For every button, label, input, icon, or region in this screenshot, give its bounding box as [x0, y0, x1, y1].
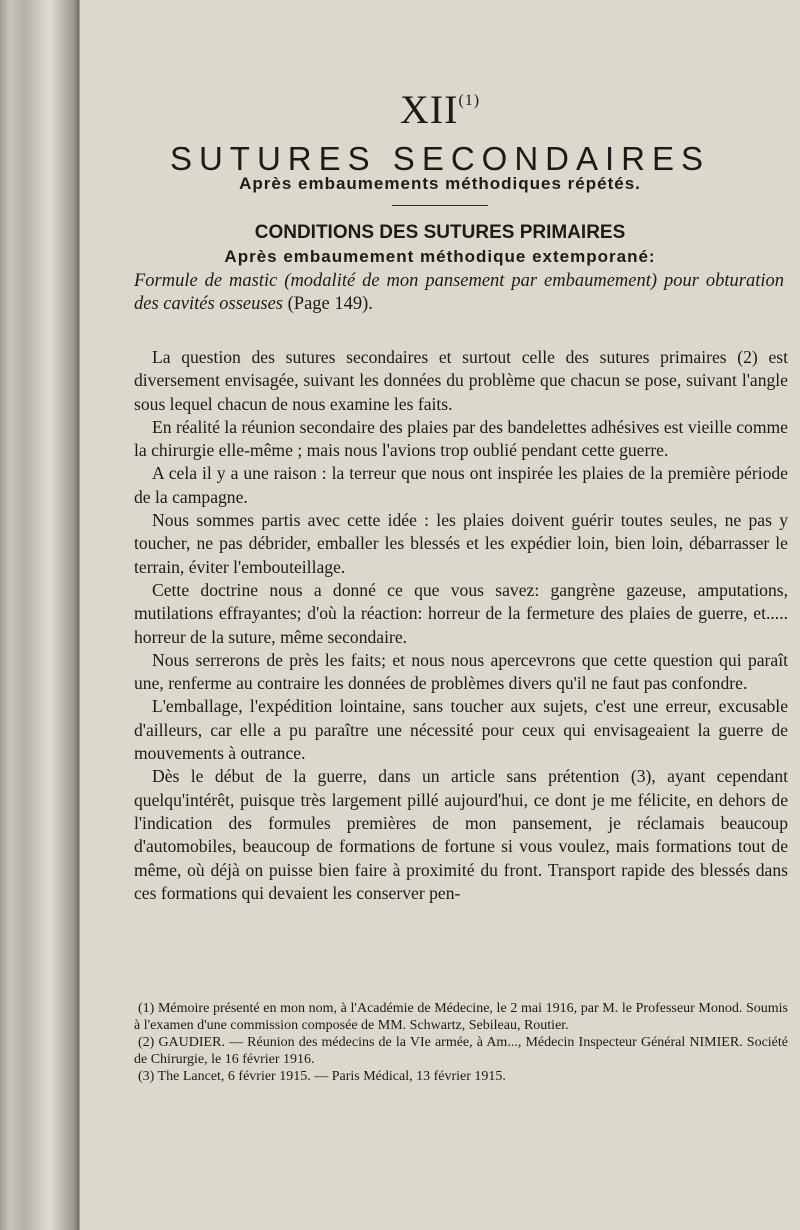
formula-reference [134, 270, 784, 316]
paragraph: La question des sutures secondaires et surtout celle des sutures primaires (2) est diversement envisagée, suivant les données du problème que chacun se pose, suivant l'angle sous lequel chacun de nous examine les faits. [134, 347, 788, 414]
formula-page-ref: (Page 149). [283, 294, 373, 314]
chapter-subtitle: Après embaumements méthodiques répétés. [239, 174, 641, 193]
paragraph: Nous serrerons de près les faits; et nous nous apercevrons que cette question qui paraît une, renferme au contraire les données de problèmes divers qu'il ne faut pas confondre. [134, 649, 788, 694]
chapter-title: SUTURES SECONDAIRES [169, 140, 711, 177]
paragraph: L'emballage, l'expédition lointaine, sans toucher aux sujets, c'est une erreur, excusable d'ailleurs, car elle a pu paraître une nécessité pour ceux qui envisageaient la guerre de mouvements à outrance. [134, 696, 788, 764]
paragraph: A cela il y a une raison : la terreur que nous ont inspirée les plaies de la première période de la campagne. [134, 463, 788, 507]
section-subtitle: Après embaumement méthodique extemporané: [224, 247, 656, 266]
footnotes [134, 1000, 788, 1085]
formula-text: Formule de mastic (modalité de mon pansement par embaumement) pour obturation des cavités osseuses [134, 271, 784, 314]
footnote: (2) GAUDIER. — Réunion des médecins de la VIe armée, à Am..., Médecin Inspecteur Général NIMIER. Société de Chirurgie, le 16 février 1916. [134, 1035, 788, 1067]
section-title: CONDITIONS DES SUTURES PRIMAIRES [254, 222, 626, 243]
paragraph: Nous sommes partis avec cette idée : les plaies doivent guérir toutes seules, ne pas y toucher, ne pas débrider, emballer les blessés et les expédier loin, bien loin, débarrasser le terrain, éviter l'embouteillage. [134, 510, 788, 577]
footnote: (1) Mémoire présenté en mon nom, à l'Académie de Médecine, le 2 mai 1916, par M. le Professeur Monod. Soumis à l'examen d'une commission composée de MM. Schwartz, Sebileau, Routier. [134, 1001, 788, 1033]
footnote: (3) The Lancet, 6 février 1915. — Paris Médical, 13 février 1915. [138, 1069, 506, 1084]
chapter-footnote-marker: (1) [458, 92, 481, 109]
paragraph: Dès le début de la guerre, dans un article sans prétention (3), ayant cependant quelqu'intérêt, puisque très largement pillé aujourd'hui, ce dont je me félicite, en dehors de l'indication des formules premières de mon pansement, je réclamais beaucoup d'automobiles, beaucoup de formations de fortune si vous voulez, mais formations tout de même, où déjà on puisse bien faire à proximité du front. Transport rapide des blessés dans ces formations qui devaient les conserver pen- [134, 766, 788, 903]
paragraph: Cette doctrine nous a donné ce que vous savez: gangrène gazeuse, amputations, mutilations effrayantes; d'où la réaction: horreur de la fermeture des plaies de guerre, et..... horreur de la suture, même secondaire. [134, 579, 788, 647]
chapter-number: XII$^{(1)}$ [399, 87, 481, 132]
divider-rule [392, 205, 488, 206]
book-binding [0, 0, 80, 1230]
paragraph: En réalité la réunion secondaire des plaies par des bandelettes adhésives est vieille comme la chirurgie elle-même ; mais nous l'avions trop oublié pendant cette guerre. [134, 416, 788, 461]
body-text [134, 346, 788, 905]
document-page [80, 0, 800, 1230]
